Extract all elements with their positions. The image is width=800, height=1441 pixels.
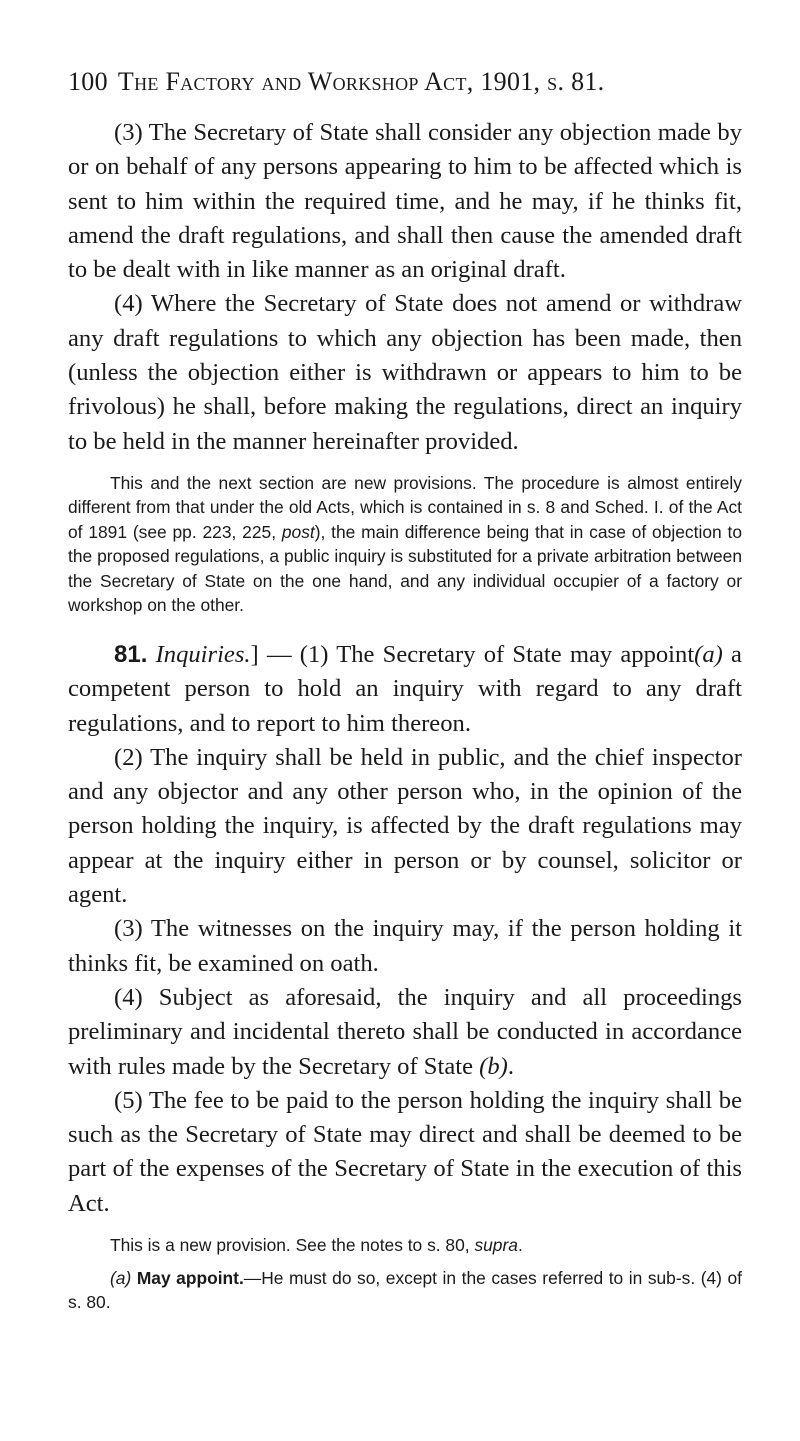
footnote-a-bold: May appoint. [136,1267,244,1288]
section-heading: Inquiries. [155,640,251,668]
note-2-text: This is a new provision. See the notes to s. 80, [110,1235,475,1256]
page-number: 100 [68,67,108,96]
paragraph-4-text: (4) Where the Secretary of State does not amend or withdraw any draft regulations to which any objection has been made, then (unless the objection either is withdrawn or appears to him to be frivolous) he shall, before making the regulations, direct an inquiry to be held in the manner hereinafter provided. [68,290,742,455]
paragraph-3-text: (3) The Secretary of State shall consider any objection made by or on behalf of any persons appearing to him to be affected which is sent to him within the required time, and he may, if he thinks fit, amend the draft regulations, and shall then cause the amended draft to be dealt with in like manner as an original draft. [68,119,742,284]
subsection-5-text: (5) The fee to be paid to the person holding the inquiry shall be such as the Secretary of State may direct and shall be deemed to be part of the expenses of the Secretary of State in the execution of this Act. [68,1086,742,1217]
footnote-a [68,1266,742,1315]
footnote-a-label: (a) [110,1267,132,1288]
running-title: The Factory and Workshop Act, 1901, s. 81. [117,67,605,96]
page [68,66,742,1315]
note-1-text-end: ), the main difference being that in case of objection to the proposed regulations, a public inquiry is substituted for a private arbitration between the Secretary of State on the one hand, and any individual occupier of a factory or workshop on the other. [68,521,742,616]
note-2-end: . [517,1235,523,1256]
commentary-note-2 [68,1233,742,1258]
running-head [68,66,742,98]
paragraph-4 [68,287,742,458]
subsection-2-text: (2) The inquiry shall be held in public, and the chief inspector and any objector and any other person who, in the opinion of the person holding the inquiry, is affected by the draft regulations may appear at the inquiry either in person or by counsel, solicitor or agent. [68,743,742,909]
footnote-a-text: —He must do so, except in the cases referred to in sub-s. (4) of s. 80. [68,1267,742,1313]
commentary-note-1 [68,471,742,618]
footnote-ref-b: (b) [479,1052,508,1080]
section-81-text-rest: a competent person to hold an inquiry with regard to any draft regulations, and to report to him thereon. [68,640,742,737]
section-81-subsection-5 [68,1084,742,1221]
section-81-subsection-4 [68,981,742,1084]
note-1-text: This and the next section are new provisions. The procedure is almost entirely different from that under the old Acts, which is contained in s. 8 and Sched. I. of the Act of 1891 (see pp. 223, 225, [68,472,742,542]
footnote-ref-a: (a) [694,640,723,668]
paragraph-3 [68,116,742,287]
note-2-italic: supra [474,1235,518,1256]
section-number: 81. [114,640,148,668]
section-81-text: ] — (1) The Secretary of State may appoint [250,640,695,668]
subsection-3-text: (3) The witnesses on the inquiry may, if the person holding it thinks fit, be examined on oath. [68,915,742,977]
section-81-subsection-2 [68,741,742,912]
section-81-subsection-1 [68,638,742,741]
note-1-italic: post [281,521,315,542]
subsection-4-text: (4) Subject as aforesaid, the inquiry and all proceedings preliminary and incidental thereto shall be conducted in accordance with rules made by the Secretary of State [68,983,742,1080]
subsection-4-end: . [507,1052,514,1080]
section-81-subsection-3 [68,912,742,981]
